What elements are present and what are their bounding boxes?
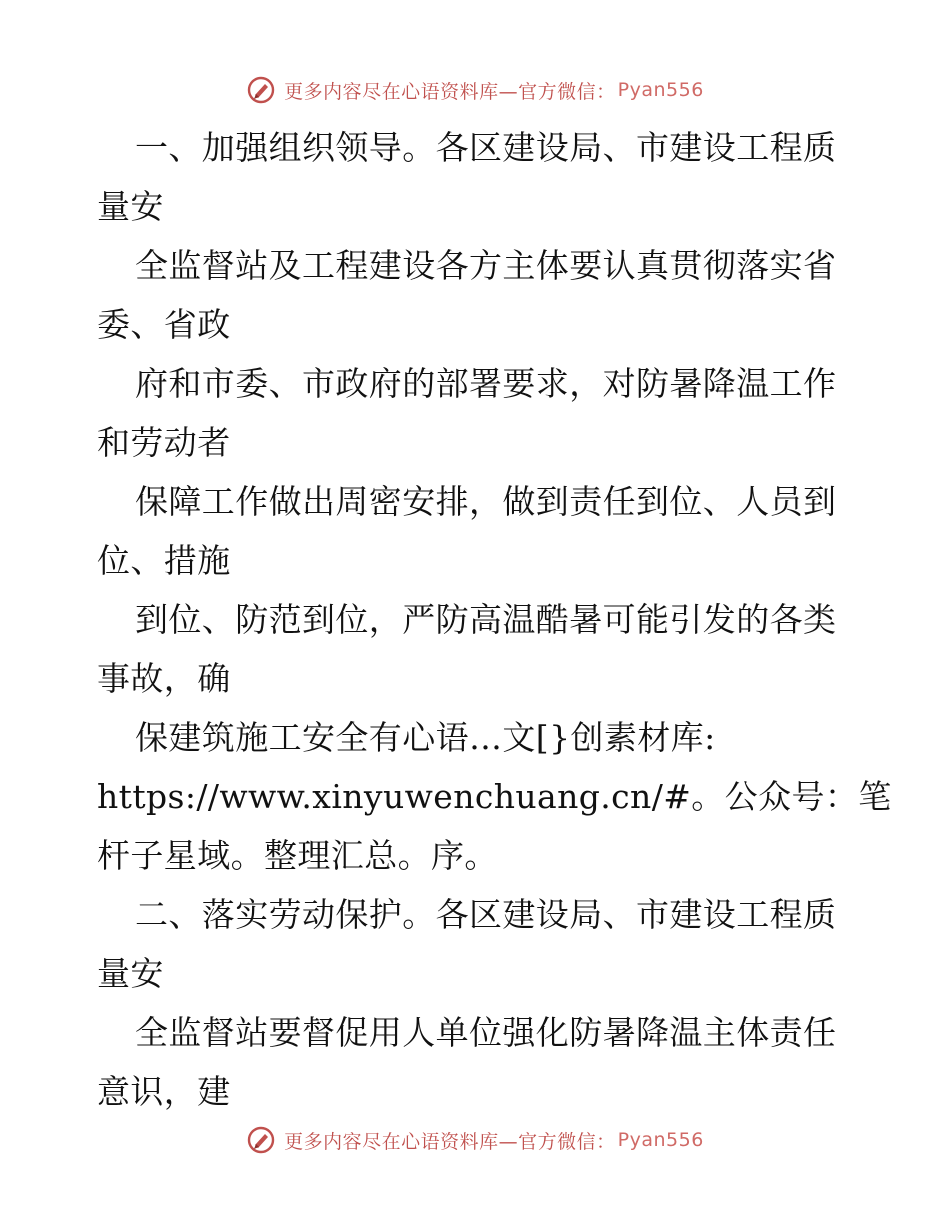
watermark-wechat-id: Pyan556 <box>617 79 704 101</box>
body-line: 全监督站要督促用人单位强化防暑降温主体责任 <box>135 1013 837 1052</box>
body-line: 和劳动者 <box>97 423 231 462</box>
watermark-wechat-id: Pyan556 <box>617 1129 704 1151</box>
document-body <box>97 118 892 1121</box>
body-line: 保建筑施工安全有心语…文[}创素材库: <box>135 718 716 757</box>
body-line: 杆子星域。整理汇总。序。 <box>97 836 498 875</box>
header-watermark <box>0 70 950 110</box>
watermark-text: 更多内容尽在心语资料库—官方微信： <box>284 1130 616 1153</box>
body-line: 全监督站及工程建设各方主体要认真贯彻落实省 <box>135 246 837 285</box>
body-line: 量安 <box>97 954 164 993</box>
body-line: 保障工作做出周密安排，做到责任到位、人员到 <box>135 482 837 521</box>
pen-logo-icon <box>246 1125 276 1155</box>
body-line: 意识，建 <box>97 1072 231 1111</box>
body-line: 量安 <box>97 187 164 226</box>
body-line: 府和市委、市政府的部署要求，对防暑降温工作 <box>135 364 837 403</box>
body-line: 到位、防范到位，严防高温酷暑可能引发的各类 <box>135 600 837 639</box>
body-line: 位、措施 <box>97 541 231 580</box>
body-line: 二、落实劳动保护。各区建设局、市建设工程质 <box>135 895 837 934</box>
watermark-text: 更多内容尽在心语资料库—官方微信： <box>284 80 616 103</box>
pen-logo-icon <box>246 75 276 105</box>
body-line: 委、省政 <box>97 305 231 344</box>
body-line-url: https://www.xinyuwenchuang.cn/#。公众号：笔 <box>97 777 892 816</box>
footer-watermark <box>0 1120 950 1160</box>
body-line: 一、加强组织领导。各区建设局、市建设工程质 <box>135 128 837 167</box>
body-line: 事故，确 <box>97 659 231 698</box>
